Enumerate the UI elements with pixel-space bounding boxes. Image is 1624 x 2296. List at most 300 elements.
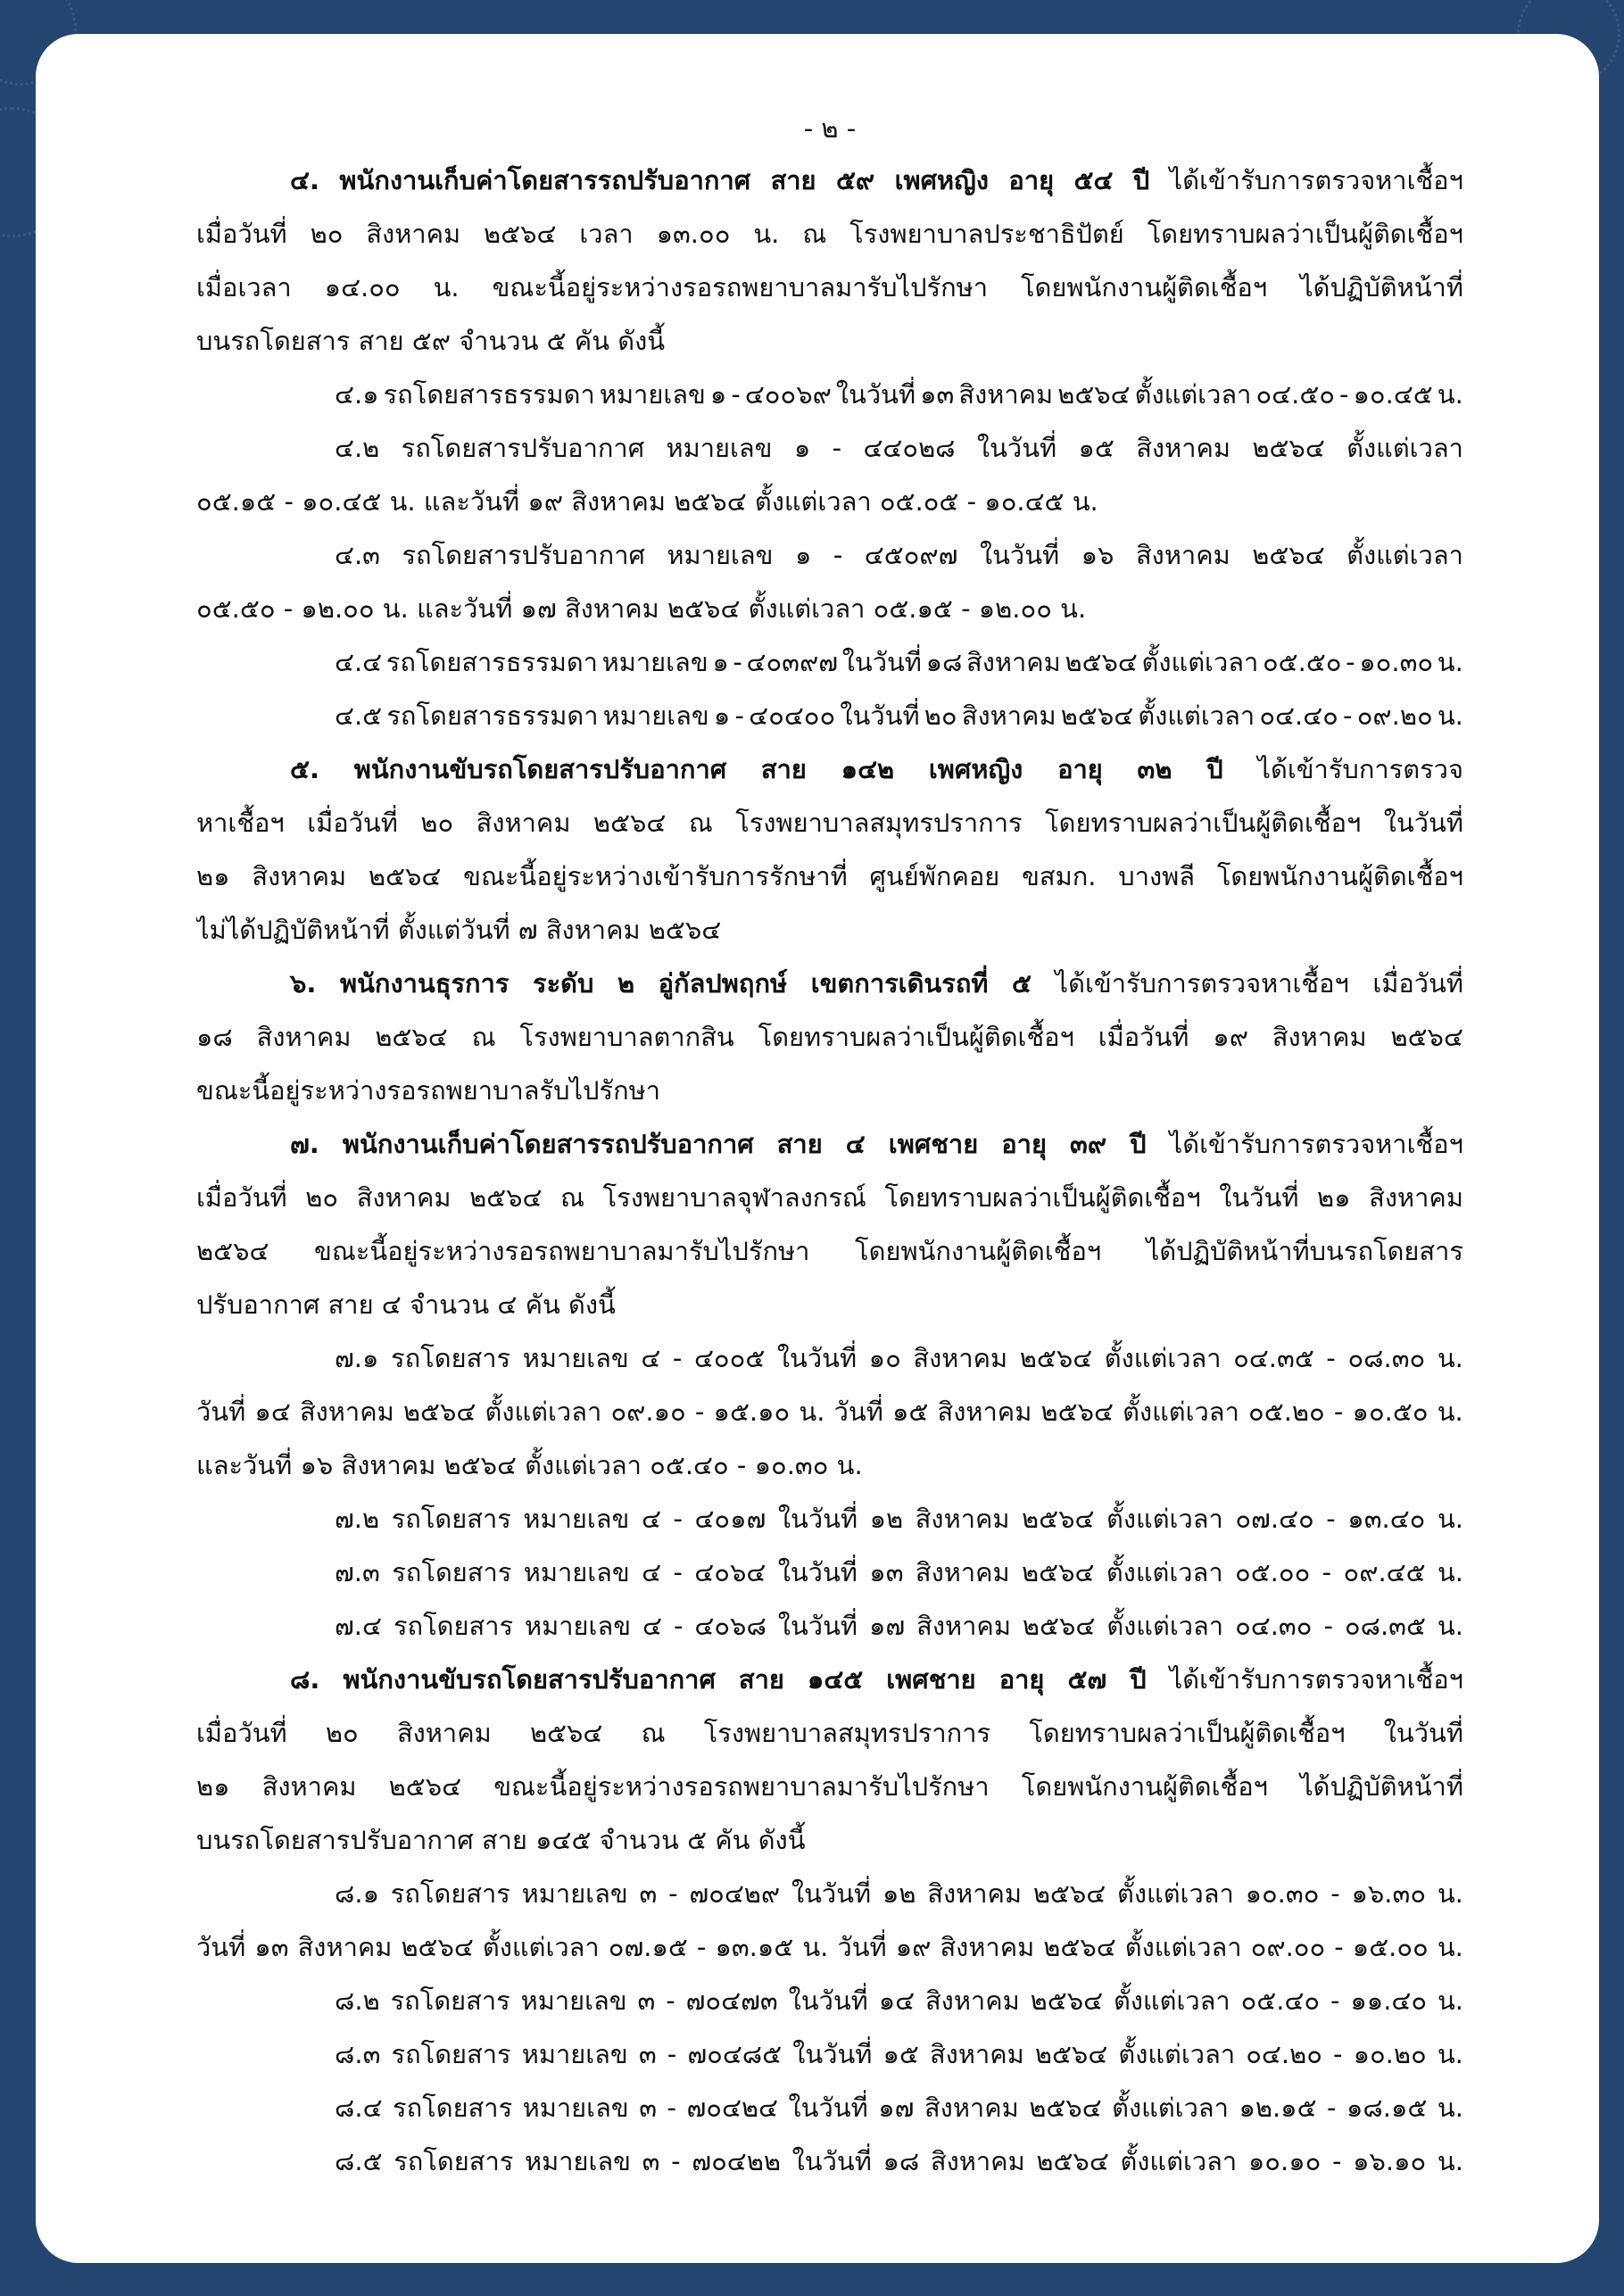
word: ขณะนี้อยู่ระหว่างรอรถพยาบาลมารับไปรักษา bbox=[493, 1771, 990, 1802]
word: ๑ bbox=[794, 540, 812, 570]
word: หมายเลข bbox=[599, 379, 706, 410]
bold-word: ปี bbox=[1132, 165, 1150, 195]
word: - bbox=[731, 379, 741, 410]
word: ๑๐.๒๐ bbox=[1353, 2039, 1427, 2069]
word: โรงพยาบาลสมุทรปราการ bbox=[735, 808, 1023, 838]
word: รถโดยสาร bbox=[392, 1557, 512, 1587]
text-line bbox=[196, 1599, 1463, 1653]
word: ๒๕๖๔ bbox=[1029, 2093, 1102, 2123]
word: ได้เข้ารับการตรวจหาเชื้อฯ bbox=[1169, 1664, 1463, 1695]
word: หมายเลข bbox=[666, 433, 773, 463]
word: คัน bbox=[715, 1825, 758, 1855]
word: ในวันที่ bbox=[1383, 808, 1463, 838]
word: เมื่อวันที่ bbox=[1098, 1022, 1189, 1052]
word: - bbox=[961, 593, 979, 624]
word: หมายเลข bbox=[522, 1343, 629, 1373]
word: สิงหาคม bbox=[299, 1397, 394, 1427]
word: สิงหาคม bbox=[929, 2039, 1024, 2069]
word: ๑๔๕ bbox=[535, 1825, 600, 1855]
text-line bbox=[196, 2134, 1463, 2188]
word: หมายเลข bbox=[521, 2039, 628, 2069]
word: โดยทราบผลว่าเป็นผู้ติดเชื้อฯ bbox=[1147, 219, 1463, 249]
word: โดยทราบผลว่าเป็นผู้ติดเชื้อฯ bbox=[1029, 1718, 1346, 1748]
word: รถโดยสาร bbox=[393, 2093, 513, 2123]
text-line bbox=[196, 1653, 1463, 1706]
bold-word: ๔ bbox=[845, 1129, 866, 1159]
word: ขณะนี้อยู่ระหว่างรอรถพยาบาลมารับไปรักษา bbox=[314, 1236, 810, 1266]
word: น. bbox=[1437, 647, 1463, 677]
word: ๑๗ bbox=[878, 2093, 915, 2123]
word: ๒๐ bbox=[325, 1718, 359, 1748]
word: ในวันที่ bbox=[1219, 1182, 1299, 1213]
word: ๒๕๖๔ bbox=[1022, 1504, 1095, 1534]
text-line bbox=[196, 796, 1463, 850]
word: ๑๖.๑๐ bbox=[1353, 2146, 1427, 2176]
word: ณ bbox=[802, 219, 827, 249]
word: ๑๒ bbox=[882, 1878, 916, 1909]
paragraph-lines bbox=[196, 153, 1463, 2188]
word: ๐๙.๒๐ bbox=[1356, 700, 1433, 731]
word: โรงพยาบาลสมุทรปราการ bbox=[703, 1718, 991, 1748]
text-line bbox=[196, 1010, 1463, 1064]
word: ๔.๔ bbox=[335, 647, 383, 677]
word: น. bbox=[753, 219, 780, 249]
word: ณ bbox=[641, 1718, 666, 1748]
word: ได้ปฏิบัติหน้าที่ bbox=[1300, 272, 1463, 303]
word: รถโดยสาร bbox=[391, 2039, 511, 2069]
bold-word: อายุ bbox=[998, 1664, 1045, 1695]
word: ๗.๔ bbox=[335, 1611, 382, 1641]
word: สาย bbox=[327, 1289, 382, 1320]
bold-word: สาย bbox=[776, 1129, 823, 1159]
word: ตั้งแต่เวลา bbox=[482, 1932, 600, 1962]
text-line bbox=[196, 635, 1463, 689]
bold-word: ๕. bbox=[290, 754, 319, 784]
text-line bbox=[196, 742, 1463, 796]
bold-word: ๕๙ bbox=[835, 165, 875, 195]
word: ๑๐.๕๐ bbox=[1352, 1397, 1429, 1427]
bold-word: ระดับ bbox=[533, 968, 594, 999]
word: บนรถโดยสารปรับอากาศ bbox=[196, 1825, 482, 1855]
word: สิงหาคม bbox=[297, 1932, 393, 1962]
bold-word: พนักงานขับรถโดยสารปรับอากาศ bbox=[353, 754, 727, 784]
word: สิงหาคม bbox=[396, 1718, 492, 1748]
bold-word: พนักงานเก็บค่าโดยสารรถปรับอากาศ bbox=[339, 165, 751, 195]
word: สิงหาคม bbox=[564, 593, 667, 624]
word: ได้เข้ารับการตรวจ bbox=[1257, 754, 1463, 784]
text-line bbox=[196, 1974, 1463, 2027]
word: ๐๙.๔๕ bbox=[1343, 1557, 1426, 1587]
word: รถโดยสารธรรมดา bbox=[383, 379, 595, 410]
word: ๔๐๔๐๐ bbox=[749, 700, 836, 731]
word: สิงหาคม bbox=[927, 1878, 1023, 1909]
word: ๒๕๖๔ bbox=[1060, 700, 1134, 731]
word: - bbox=[966, 486, 985, 517]
word: ๑๖.๓๐ bbox=[1351, 1878, 1427, 1909]
word: ๑๐.๔๕ bbox=[302, 486, 390, 517]
word: หาเชื้อฯ bbox=[196, 808, 285, 838]
word: จำนวน bbox=[409, 1289, 498, 1320]
word: ๑๘ bbox=[196, 1022, 233, 1052]
word: โดยทราบผลว่าเป็นผู้ติดเชื้อฯ bbox=[884, 1182, 1201, 1213]
word: - bbox=[667, 2093, 676, 2123]
word: ๔๐๖๔ bbox=[694, 1557, 766, 1587]
word: ดังนี้ bbox=[568, 1289, 616, 1320]
word: ๑๒ bbox=[869, 1504, 904, 1534]
text-line bbox=[196, 2027, 1463, 2081]
bold-word: สาย bbox=[770, 165, 816, 195]
word: สิงหาคม bbox=[924, 1985, 1020, 2016]
word: ๒๕๖๔ bbox=[443, 1450, 526, 1480]
text-line bbox=[196, 528, 1463, 582]
word: โดยทราบผลว่าเป็นผู้ติดเชื้อฯ bbox=[758, 1022, 1074, 1052]
word: ๒๑ bbox=[196, 1771, 230, 1802]
word: สิงหาคม bbox=[1272, 1022, 1367, 1052]
word: เมื่อเวลา bbox=[196, 272, 292, 303]
word: ๕๙ bbox=[411, 326, 460, 356]
word: สิงหาคม bbox=[341, 1450, 444, 1480]
word: ๐๕.๒๐ bbox=[1248, 1397, 1325, 1427]
bold-word: ปี bbox=[1206, 754, 1223, 784]
word: ๗๐๔๗๓ bbox=[685, 1985, 778, 2016]
word: - bbox=[833, 540, 843, 570]
word: น. bbox=[1437, 1985, 1463, 2016]
word: - bbox=[1322, 1557, 1332, 1587]
word: ๑๘.๑๕ bbox=[1346, 2093, 1428, 2123]
word: ๒๕๖๔ bbox=[1043, 1932, 1116, 1962]
word: น. bbox=[1437, 1504, 1463, 1534]
word: ในวันที่ bbox=[1383, 1718, 1463, 1748]
word: สิงหาคม bbox=[961, 700, 1056, 731]
word: สิงหาคม bbox=[366, 219, 461, 249]
word: รถโดยสารธรรมดา bbox=[385, 647, 598, 677]
text-line bbox=[196, 1117, 1463, 1171]
word: ตั้งแต่เวลา bbox=[748, 593, 874, 624]
word: หมายเลข bbox=[525, 1611, 632, 1641]
word: ๐๔.๕๐ bbox=[1255, 379, 1335, 410]
word: ๒๕๖๔ bbox=[674, 486, 755, 517]
text-line bbox=[196, 1064, 1463, 1117]
word: ๑๔ bbox=[878, 1985, 916, 2016]
word: ตั้งแต่เวลา bbox=[1118, 2039, 1236, 2069]
word: สิงหาคม bbox=[1136, 433, 1230, 463]
word: - bbox=[667, 2039, 677, 2069]
word: ๒๕๖๔ bbox=[1030, 1985, 1104, 2016]
word: น. bbox=[1437, 1397, 1463, 1427]
text-line bbox=[196, 1813, 1463, 1867]
word: ๔ bbox=[381, 1289, 410, 1320]
text-line bbox=[196, 475, 1463, 528]
word: - bbox=[1334, 1932, 1344, 1962]
word: สิงหาคม bbox=[476, 808, 571, 838]
word: ตั้งแต่เวลา bbox=[1138, 700, 1255, 731]
word: ไม่ได้ปฏิบัติหน้าที่ bbox=[196, 915, 398, 945]
word: รถโดยสาร bbox=[390, 1878, 510, 1909]
word: ๔ bbox=[641, 1343, 661, 1373]
word: เมื่อวันที่ bbox=[1372, 968, 1463, 999]
word: หมายเลข bbox=[524, 2146, 631, 2176]
word: ๐๔.๓๐ bbox=[1235, 1611, 1313, 1641]
word: หมายเลข bbox=[602, 700, 709, 731]
text-line bbox=[196, 582, 1463, 635]
word: ตั้งแต่เวลา bbox=[1106, 1557, 1223, 1587]
word: - bbox=[1326, 1343, 1336, 1373]
word: ๔๐๖๘ bbox=[694, 1611, 766, 1641]
word: ๐๕.๔๐ bbox=[1240, 1985, 1321, 2016]
word: สิงหาคม bbox=[930, 2146, 1025, 2176]
document-body bbox=[196, 34, 1463, 2188]
word: วันที่ bbox=[837, 1932, 887, 1962]
word: ๐๘.๓๐ bbox=[1347, 1343, 1426, 1373]
word: ตั้งแต่เวลา bbox=[754, 486, 880, 517]
word: ตั้งแต่วันที่ bbox=[397, 915, 518, 945]
word: ๒๕๖๔ bbox=[529, 1718, 603, 1748]
word: รถโดยสาร bbox=[394, 2146, 514, 2176]
word: น. bbox=[389, 486, 424, 517]
word: ๔ bbox=[642, 1557, 662, 1587]
word: ๒๕๖๔ bbox=[402, 1397, 476, 1427]
word: ในวันที่ bbox=[777, 1557, 858, 1587]
word: สิงหาคม bbox=[937, 1397, 1032, 1427]
word: ในวันที่ bbox=[841, 647, 922, 677]
word: ๔.๑ bbox=[335, 379, 379, 410]
bold-word: ปี bbox=[1130, 1664, 1147, 1695]
text-line bbox=[196, 207, 1463, 261]
word: ตั้งแต่เวลา bbox=[1106, 1611, 1224, 1641]
word: - bbox=[734, 700, 744, 731]
word: ตั้งแต่เวลา bbox=[1346, 433, 1463, 463]
word: น. bbox=[1437, 2146, 1463, 2176]
word: ณ bbox=[560, 1182, 584, 1213]
word: ๒๕๖๔ bbox=[1057, 379, 1131, 410]
bold-word: ๓๒ bbox=[1137, 754, 1172, 784]
word: ตั้งแต่เวลา bbox=[1117, 1878, 1234, 1909]
text-line bbox=[196, 1331, 1463, 1385]
word: ๓ bbox=[638, 2039, 657, 2069]
word: ๑ bbox=[793, 433, 811, 463]
word: - bbox=[1330, 1985, 1340, 2016]
word: สาย bbox=[358, 326, 412, 356]
word: โดยพนักงานผู้ติดเชื้อฯ bbox=[1216, 861, 1463, 891]
word: สิงหาคม bbox=[571, 486, 675, 517]
word: ๒๕๖๔ bbox=[1252, 540, 1325, 570]
bold-word: สาย bbox=[738, 1664, 784, 1695]
word: ๑๐.๑๐ bbox=[1247, 2146, 1322, 2176]
text-line bbox=[196, 1867, 1463, 1920]
word: - bbox=[666, 1985, 675, 2016]
word: ๓ bbox=[639, 2093, 658, 2123]
text-line bbox=[196, 153, 1463, 207]
bold-word: เพศชาย bbox=[886, 1664, 976, 1695]
text-line bbox=[196, 368, 1463, 421]
word: ๗๐๔๘๕ bbox=[687, 2039, 783, 2069]
word: ๔.๓ bbox=[335, 540, 380, 570]
word: - bbox=[673, 1611, 684, 1641]
word: ๑๐.๓๐ bbox=[1359, 647, 1434, 677]
word: สิงหาคม bbox=[261, 1771, 357, 1802]
word: รถโดยสาร bbox=[390, 1985, 510, 2016]
word: จำนวน bbox=[459, 326, 547, 356]
word: - bbox=[1326, 1504, 1336, 1534]
word: ๒๕๖๔ bbox=[1022, 1611, 1096, 1641]
word: ๗.๑ bbox=[335, 1343, 379, 1373]
word: ๑๑.๔๐ bbox=[1350, 1985, 1428, 2016]
word: ๑๕ bbox=[892, 1397, 929, 1427]
word: น. bbox=[1437, 2093, 1463, 2123]
word: - bbox=[1333, 2039, 1343, 2069]
word: ๐๔.๓๕ bbox=[1233, 1343, 1314, 1373]
bold-word: อายุ bbox=[1057, 754, 1103, 784]
word: และวันที่ bbox=[196, 1450, 301, 1480]
word: ๑๓ bbox=[920, 379, 955, 410]
word: ๔๐๑๗ bbox=[694, 1504, 766, 1534]
word: ๒๕๖๔ bbox=[375, 1022, 448, 1052]
word: ในวันที่ bbox=[792, 2039, 873, 2069]
bold-word: เพศชาย bbox=[888, 1129, 979, 1159]
word: ๐๔.๒๐ bbox=[1246, 2039, 1322, 2069]
word: ได้เข้ารับการตรวจหาเชื้อฯ bbox=[1169, 1129, 1463, 1159]
word: ๑๒.๐๐ bbox=[978, 593, 1061, 624]
word: สิงหาคม bbox=[915, 1557, 1010, 1587]
word: รถโดยสารปรับอากาศ bbox=[402, 540, 645, 570]
bold-word: ๕ bbox=[1012, 968, 1032, 999]
word: น. bbox=[1437, 1932, 1463, 1962]
word: ๑๗ bbox=[868, 1611, 906, 1641]
word: ๒๕๖๔ bbox=[1034, 2039, 1108, 2069]
word: ตั้งแต่เวลา bbox=[1346, 540, 1463, 570]
word: - bbox=[1343, 700, 1353, 731]
word: ในวันที่ bbox=[777, 1611, 858, 1641]
word: - bbox=[832, 433, 842, 463]
word: บางพลี bbox=[1118, 861, 1196, 891]
word: ๑๙ bbox=[1213, 1022, 1248, 1052]
bold-word: เพศหญิง bbox=[894, 165, 989, 195]
word: ในวันที่ bbox=[791, 1878, 872, 1909]
bold-word: พนักงานขับรถโดยสารปรับอากาศ bbox=[343, 1664, 716, 1695]
word: ๔๐๐๕ bbox=[693, 1343, 766, 1373]
word: ๒๕๖๔ bbox=[1019, 1343, 1093, 1373]
word: - bbox=[1323, 1611, 1333, 1641]
word: ๔๕๐๙๗ bbox=[864, 540, 958, 570]
word: ในวันที่ bbox=[835, 379, 916, 410]
word: หมายเลข bbox=[522, 2093, 629, 2123]
word: ๐๕.๑๕ bbox=[873, 593, 962, 624]
text-line bbox=[196, 850, 1463, 903]
word: ตั้งแต่เวลา bbox=[1124, 1932, 1242, 1962]
word: สิงหาคม bbox=[915, 1504, 1010, 1534]
word: ๒๕๖๔ bbox=[388, 1771, 462, 1802]
word: ๘.๔ bbox=[335, 2093, 383, 2123]
word: ๒๐ bbox=[310, 219, 344, 249]
word: ดังนี้ bbox=[758, 1825, 806, 1855]
word: - bbox=[733, 647, 742, 677]
word: จำนวน bbox=[599, 1825, 688, 1855]
word: ๐๙.๐๐ bbox=[1250, 1932, 1326, 1962]
word: โรงพยาบาลประชาธิปัตย์ bbox=[849, 219, 1124, 249]
text-line bbox=[196, 689, 1463, 742]
word: ๑๓ bbox=[869, 1557, 904, 1587]
word: ๑๗ bbox=[520, 593, 565, 624]
text-line bbox=[196, 1171, 1463, 1224]
word: ขณะนี้อยู่ระหว่างรอรถพยาบาลรับไปรักษา bbox=[196, 1075, 661, 1106]
word: ๐๘.๓๕ bbox=[1344, 1611, 1426, 1641]
word: ๑ bbox=[712, 647, 729, 677]
word: ๑๓ bbox=[254, 1932, 289, 1962]
word: ตั้งแต่เวลา bbox=[1120, 2146, 1238, 2176]
word: โดยพนักงานผู้ติดเชื้อฯ bbox=[1020, 272, 1268, 303]
word: คัน bbox=[574, 326, 618, 356]
word: ได้เข้ารับการตรวจหาเชื้อฯ bbox=[1169, 165, 1463, 195]
text-line bbox=[196, 314, 1463, 368]
text-line bbox=[196, 1492, 1463, 1546]
word: ๒๕๖๔ bbox=[401, 1932, 474, 1962]
word: ๑๐.๔๕ bbox=[984, 486, 1073, 517]
word: ในวันที่ bbox=[788, 1985, 868, 2016]
word: น. bbox=[1437, 2039, 1463, 2069]
word: ๘.๒ bbox=[335, 1985, 380, 2016]
bold-word: ๘. bbox=[290, 1664, 320, 1695]
word: ๒๕๖๔ bbox=[368, 861, 442, 891]
word: สิงหาคม bbox=[924, 2093, 1019, 2123]
word: - bbox=[1327, 2093, 1337, 2123]
word: สิงหาคม bbox=[1135, 540, 1230, 570]
word: ๗๐๔๒๒ bbox=[692, 2146, 781, 2176]
word: รถโดยสาร bbox=[393, 1611, 514, 1641]
word: ในวันที่ bbox=[776, 1343, 858, 1373]
word: วันที่ bbox=[196, 1932, 246, 1962]
word: ดังนี้ bbox=[617, 326, 666, 356]
bold-word: ๑๔๒ bbox=[841, 754, 895, 784]
word: - bbox=[283, 593, 302, 624]
word: ๑๖ bbox=[300, 1450, 342, 1480]
word: รถโดยสารปรับอากาศ bbox=[401, 433, 645, 463]
word: ๑๘ bbox=[925, 647, 963, 677]
word: น. bbox=[1437, 700, 1463, 731]
word: ณ bbox=[688, 808, 713, 838]
word: เมื่อวันที่ bbox=[196, 1182, 287, 1213]
word: ๑๔.๐๐ bbox=[324, 272, 401, 303]
word: ๒๕๖๔ bbox=[1065, 647, 1138, 677]
word: - bbox=[284, 486, 302, 517]
word: เมื่อวันที่ bbox=[307, 808, 398, 838]
word: น. bbox=[1437, 1878, 1463, 1909]
word: ๒๐ bbox=[305, 1182, 339, 1213]
word: ๑๓.๐๐ bbox=[656, 219, 731, 249]
word: น. bbox=[1060, 593, 1087, 624]
word: ๒๕๖๔ bbox=[667, 593, 749, 624]
bold-word: ปี bbox=[1130, 1129, 1147, 1159]
word: ๒๕๖๔ bbox=[484, 219, 557, 249]
word: - bbox=[673, 1504, 683, 1534]
word: วันที่ bbox=[833, 1397, 883, 1427]
word: ๑ bbox=[713, 700, 731, 731]
word: ๑๒.๐๐ bbox=[301, 593, 383, 624]
word: ๒๐ bbox=[420, 808, 454, 838]
word: ๔.๕ bbox=[335, 700, 383, 731]
word: - bbox=[694, 1397, 705, 1427]
word: ศูนย์พักคอย bbox=[869, 861, 1000, 891]
word: - bbox=[1331, 2146, 1342, 2176]
word: หมายเลข bbox=[520, 1985, 627, 2016]
word: ๔๐๐๖๙ bbox=[744, 379, 832, 410]
word: ๑ bbox=[709, 379, 727, 410]
bold-word: ๒ bbox=[617, 968, 635, 999]
word: หมายเลข bbox=[667, 540, 774, 570]
word: หมายเลข bbox=[523, 1504, 630, 1534]
bold-word: เพศหญิง bbox=[928, 754, 1023, 784]
word: ได้เข้ารับการตรวจหาเชื้อฯ bbox=[1055, 968, 1349, 999]
word: ๑๐.๓๐ bbox=[754, 1450, 837, 1480]
